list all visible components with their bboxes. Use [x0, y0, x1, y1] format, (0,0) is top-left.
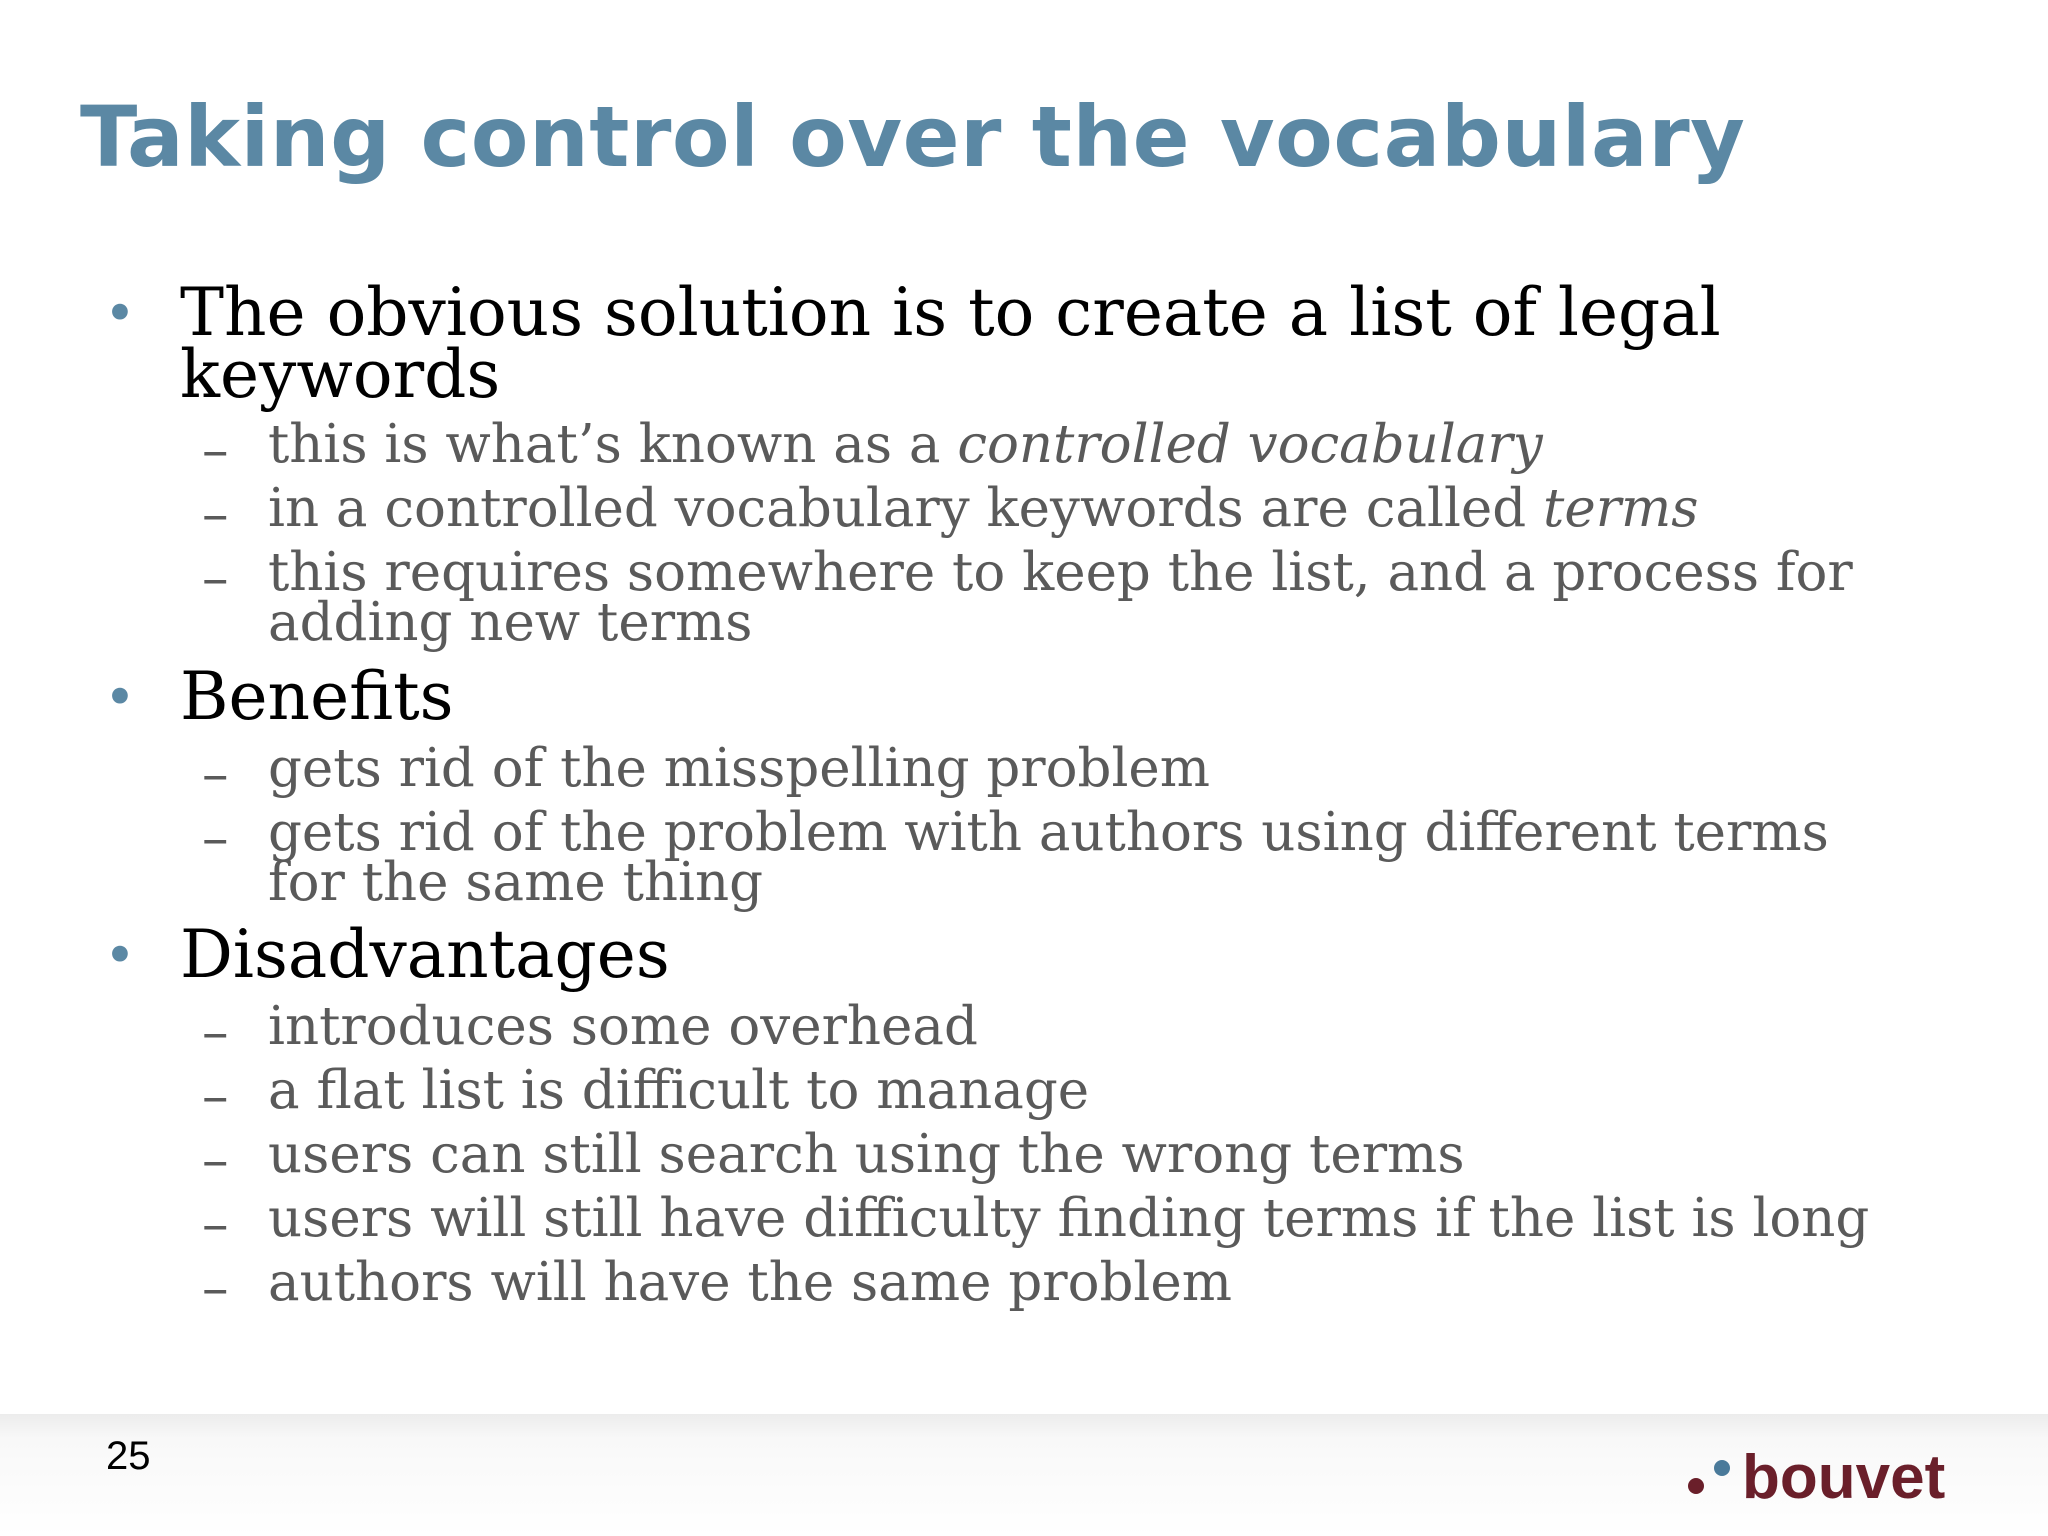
sub-item: a flat list is difficult to manage	[268, 1060, 1090, 1121]
sub-item: users can still search using the wrong terms	[268, 1124, 1465, 1185]
bullet-marker-icon: •	[104, 282, 136, 345]
sub-item: gets rid of the problem with authors using different terms for the same thing	[268, 802, 1829, 913]
dash-marker-icon: –	[202, 808, 229, 869]
sub-emphasis: controlled vocabulary	[957, 414, 1543, 475]
sub-item: gets rid of the misspelling problem	[268, 738, 1211, 799]
slide-title: Taking control over the vocabulary	[80, 88, 1746, 186]
dash-marker-icon: –	[202, 1194, 229, 1255]
sub-item: authors will have the same problem	[268, 1252, 1232, 1313]
sub-item	[268, 478, 1908, 539]
sub-item	[268, 414, 1908, 475]
logo-dot-icon	[1688, 1478, 1704, 1494]
bullet-item: Benefits	[180, 658, 454, 735]
sub-item: this requires somewhere to keep the list, and a process for adding new terms	[268, 542, 1853, 653]
bullet-item: Disadvantages	[180, 916, 670, 993]
dash-marker-icon: –	[202, 548, 229, 609]
dash-marker-icon: –	[202, 1258, 229, 1319]
dash-marker-icon: –	[202, 484, 229, 545]
sub-text: this is what’s known as a	[268, 414, 958, 475]
sub-item: introduces some overhead	[268, 996, 978, 1057]
dash-marker-icon: –	[202, 1066, 229, 1127]
logo-dot-icon	[1714, 1460, 1730, 1476]
sub-text: in a controlled vocabulary keywords are called	[268, 478, 1544, 539]
dash-marker-icon: –	[202, 744, 229, 805]
bullet-marker-icon: •	[104, 666, 136, 729]
dash-marker-icon: –	[202, 1130, 229, 1191]
sub-emphasis: terms	[1543, 478, 1699, 539]
dash-marker-icon: –	[202, 420, 229, 481]
page-number: 25	[106, 1434, 151, 1478]
dash-marker-icon: –	[202, 1002, 229, 1063]
sub-item: users will still have difficulty finding terms if the list is long	[268, 1188, 1870, 1249]
bouvet-logo	[1688, 1442, 1978, 1512]
logo-text: bouvet	[1742, 1443, 1946, 1512]
bullet-item: The obvious solution is to create a list of legal keywords	[180, 274, 1721, 413]
bullet-marker-icon: •	[104, 924, 136, 987]
